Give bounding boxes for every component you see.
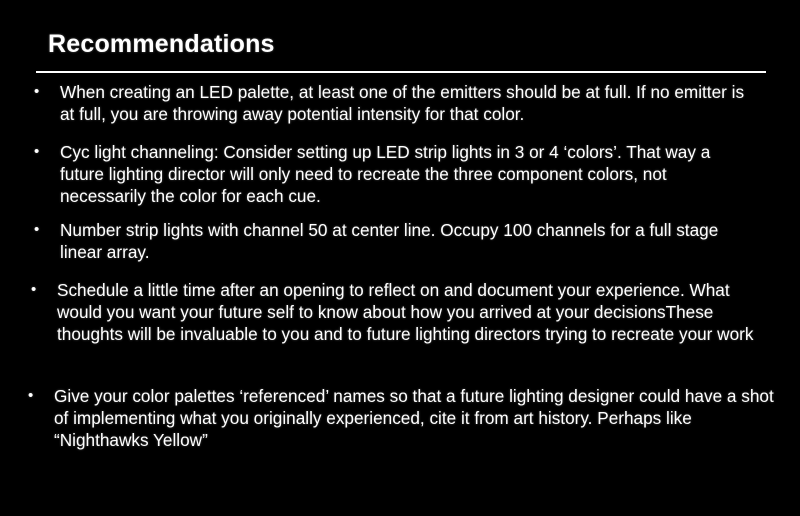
bullet-item [34, 81, 760, 125]
bullet-dot-icon: • [31, 281, 37, 298]
bullet-text: Cyc light channeling: Consider setting up LED strip lights in 3 or 4 ‘colors’. That way a future lighting director will only need to recreate the three component colors, not necessarily the color for each cue. [60, 142, 711, 206]
bullet-item [31, 279, 772, 345]
bullet-item [28, 385, 774, 451]
slide-title: Recommendations [48, 30, 275, 58]
bullet-text: Number strip lights with channel 50 at center line. Occupy 100 channels for a full stage linear array. [60, 220, 719, 262]
bullet-text: When creating an LED palette, at least one of the emitters should be at full. If no emitter is at full, you are throwing away potential intensity for that color. [60, 82, 745, 124]
bullet-dot-icon: • [34, 221, 40, 238]
title-underline [36, 71, 766, 73]
bullet-text: Schedule a little time after an opening to reflect on and document your experience. What would you want your future self to know about how you arrived at your decisionsThese thoughts will be invaluable to you and to future lighting directors trying to recreate your work [57, 280, 754, 344]
bullet-item [34, 141, 750, 207]
bullet-text: Give your color palettes ‘referenced’ names so that a future lighting designer could have a shot of implementing what you originally experienced, cite it from art history. Perhaps like “Nighthawks Yellow” [54, 386, 774, 450]
bullet-dot-icon: • [28, 387, 34, 404]
bullet-dot-icon: • [34, 143, 40, 160]
bullet-dot-icon: • [34, 83, 40, 100]
bullet-item [34, 219, 740, 263]
